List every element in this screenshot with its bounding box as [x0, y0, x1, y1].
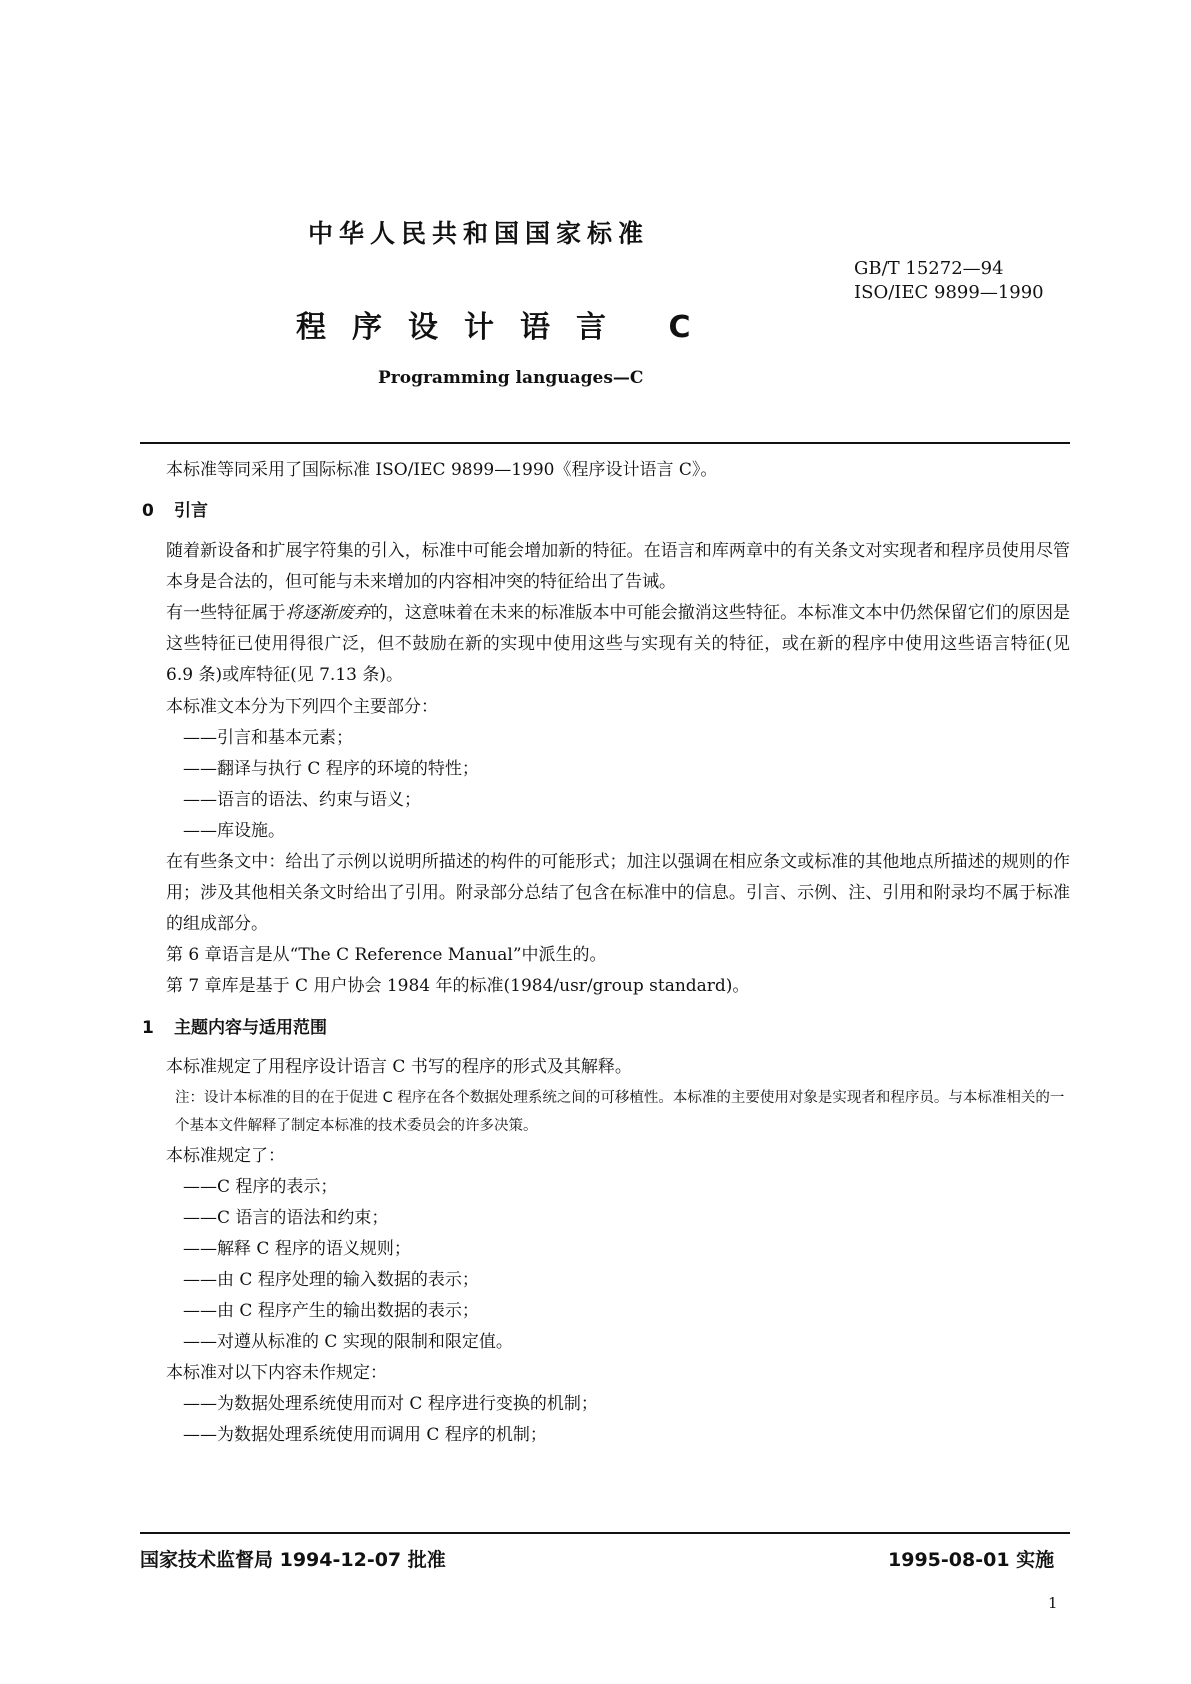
list-item: ——对遵从标准的 C 实现的限制和限定值。 [183, 1332, 513, 1352]
list-item: ——C 程序的表示； [183, 1177, 338, 1197]
document-subtitle: Programming languages—C [378, 368, 644, 388]
paragraph: 随着新设备和扩展字符集的引入，标准中可能会增加新的特征。在语言和库两章中的有关条文对实现者和程序员使用尽管本身是合法的，但可能与未来增加的内容相冲突的特征给出了告诫。 [166, 541, 1070, 592]
list-item: ——解释 C 程序的语义规则； [183, 1239, 411, 1259]
list-item: ——库设施。 [183, 821, 285, 841]
paragraph: 本标准规定了： [166, 1146, 285, 1166]
list-item: ——由 C 程序处理的输入数据的表示； [183, 1270, 479, 1290]
footer-divider [140, 1532, 1070, 1534]
standard-number-block [854, 257, 1044, 305]
page-number: 1 [1048, 1594, 1058, 1612]
emphasis-term: 将逐渐废弃 [285, 603, 371, 623]
adoption-statement: 本标准等同采用了国际标准 ISO/IEC 9899—1990《程序设计语言 C》。 [166, 460, 718, 480]
approval-date: 国家技术监督局 1994-12-07 批准 [140, 1549, 446, 1571]
list-item: ——翻译与执行 C 程序的环境的特性； [183, 759, 479, 779]
list-item: ——C 语言的语法和约束； [183, 1208, 389, 1228]
list-item: ——引言和基本元素； [183, 728, 353, 748]
section-number: 0 [142, 501, 154, 521]
section-number: 1 [142, 1018, 154, 1038]
list-item: ——由 C 程序产生的输出数据的表示； [183, 1301, 479, 1321]
paragraph: 第 7 章库是基于 C 用户协会 1984 年的标准(1984/usr/group standard)。 [166, 976, 750, 996]
list-item: ——语言的语法、约束与语义； [183, 790, 421, 810]
header-divider [140, 442, 1070, 444]
paragraph-obsolescent: 有一些特征属于将逐渐废弃的，这意味着在未来的标准版本中可能会撤消这些特征。本标准文本中仍然保留它们的原因是这些特征已使用得很广泛，但不鼓励在新的实现中使用这些与实现有关的特征，或在新的程序中使用这些语言特征(见 6.9 条)或库特征(见 7.13 条)。 [166, 603, 1071, 685]
section-0-heading [142, 496, 208, 521]
standard-number-iso: ISO/IEC 9899—1990 [854, 282, 1044, 303]
implementation-date: 1995-08-01 实施 [888, 1549, 1055, 1571]
section-title: 主题内容与适用范围 [174, 1018, 327, 1038]
section-1-heading [142, 1013, 327, 1038]
paragraph: 本标准对以下内容未作规定： [166, 1363, 387, 1383]
paragraph: 本标准规定了用程序设计语言 C 书写的程序的形式及其解释。 [166, 1057, 632, 1077]
paragraph: 第 6 章语言是从“The C Reference Manual”中派生的。 [166, 945, 607, 965]
list-item: ——为数据处理系统使用而调用 C 程序的机制； [183, 1425, 547, 1445]
standard-number-gb: GB/T 15272—94 [854, 258, 1004, 279]
document-title: 程序设计语言 C [296, 310, 717, 345]
list-item: ——为数据处理系统使用而对 C 程序进行变换的机制； [183, 1394, 598, 1414]
section-title: 引言 [174, 501, 208, 521]
note: 注：设计本标准的目的在于促进 C 程序在各个数据处理系统之间的可移植性。本标准的主要使用对象是实现者和程序员。与本标准相关的一个基本文件解释了制定本标准的技术委员会的许多决策。 [175, 1090, 1065, 1134]
national-standard-heading: 中华人民共和国国家标准 [308, 219, 650, 248]
paragraph: 本标准文本分为下列四个主要部分： [166, 697, 438, 717]
paragraph: 在有些条文中：给出了示例以说明所描述的构件的可能形式；加注以强调在相应条文或标准的其他地点所描述的规则的作用；涉及其他相关条文时给出了引用。附录部分总结了包含在标准中的信息。引言、示例、注、引用和附录均不属于标准的组成部分。 [166, 852, 1070, 934]
